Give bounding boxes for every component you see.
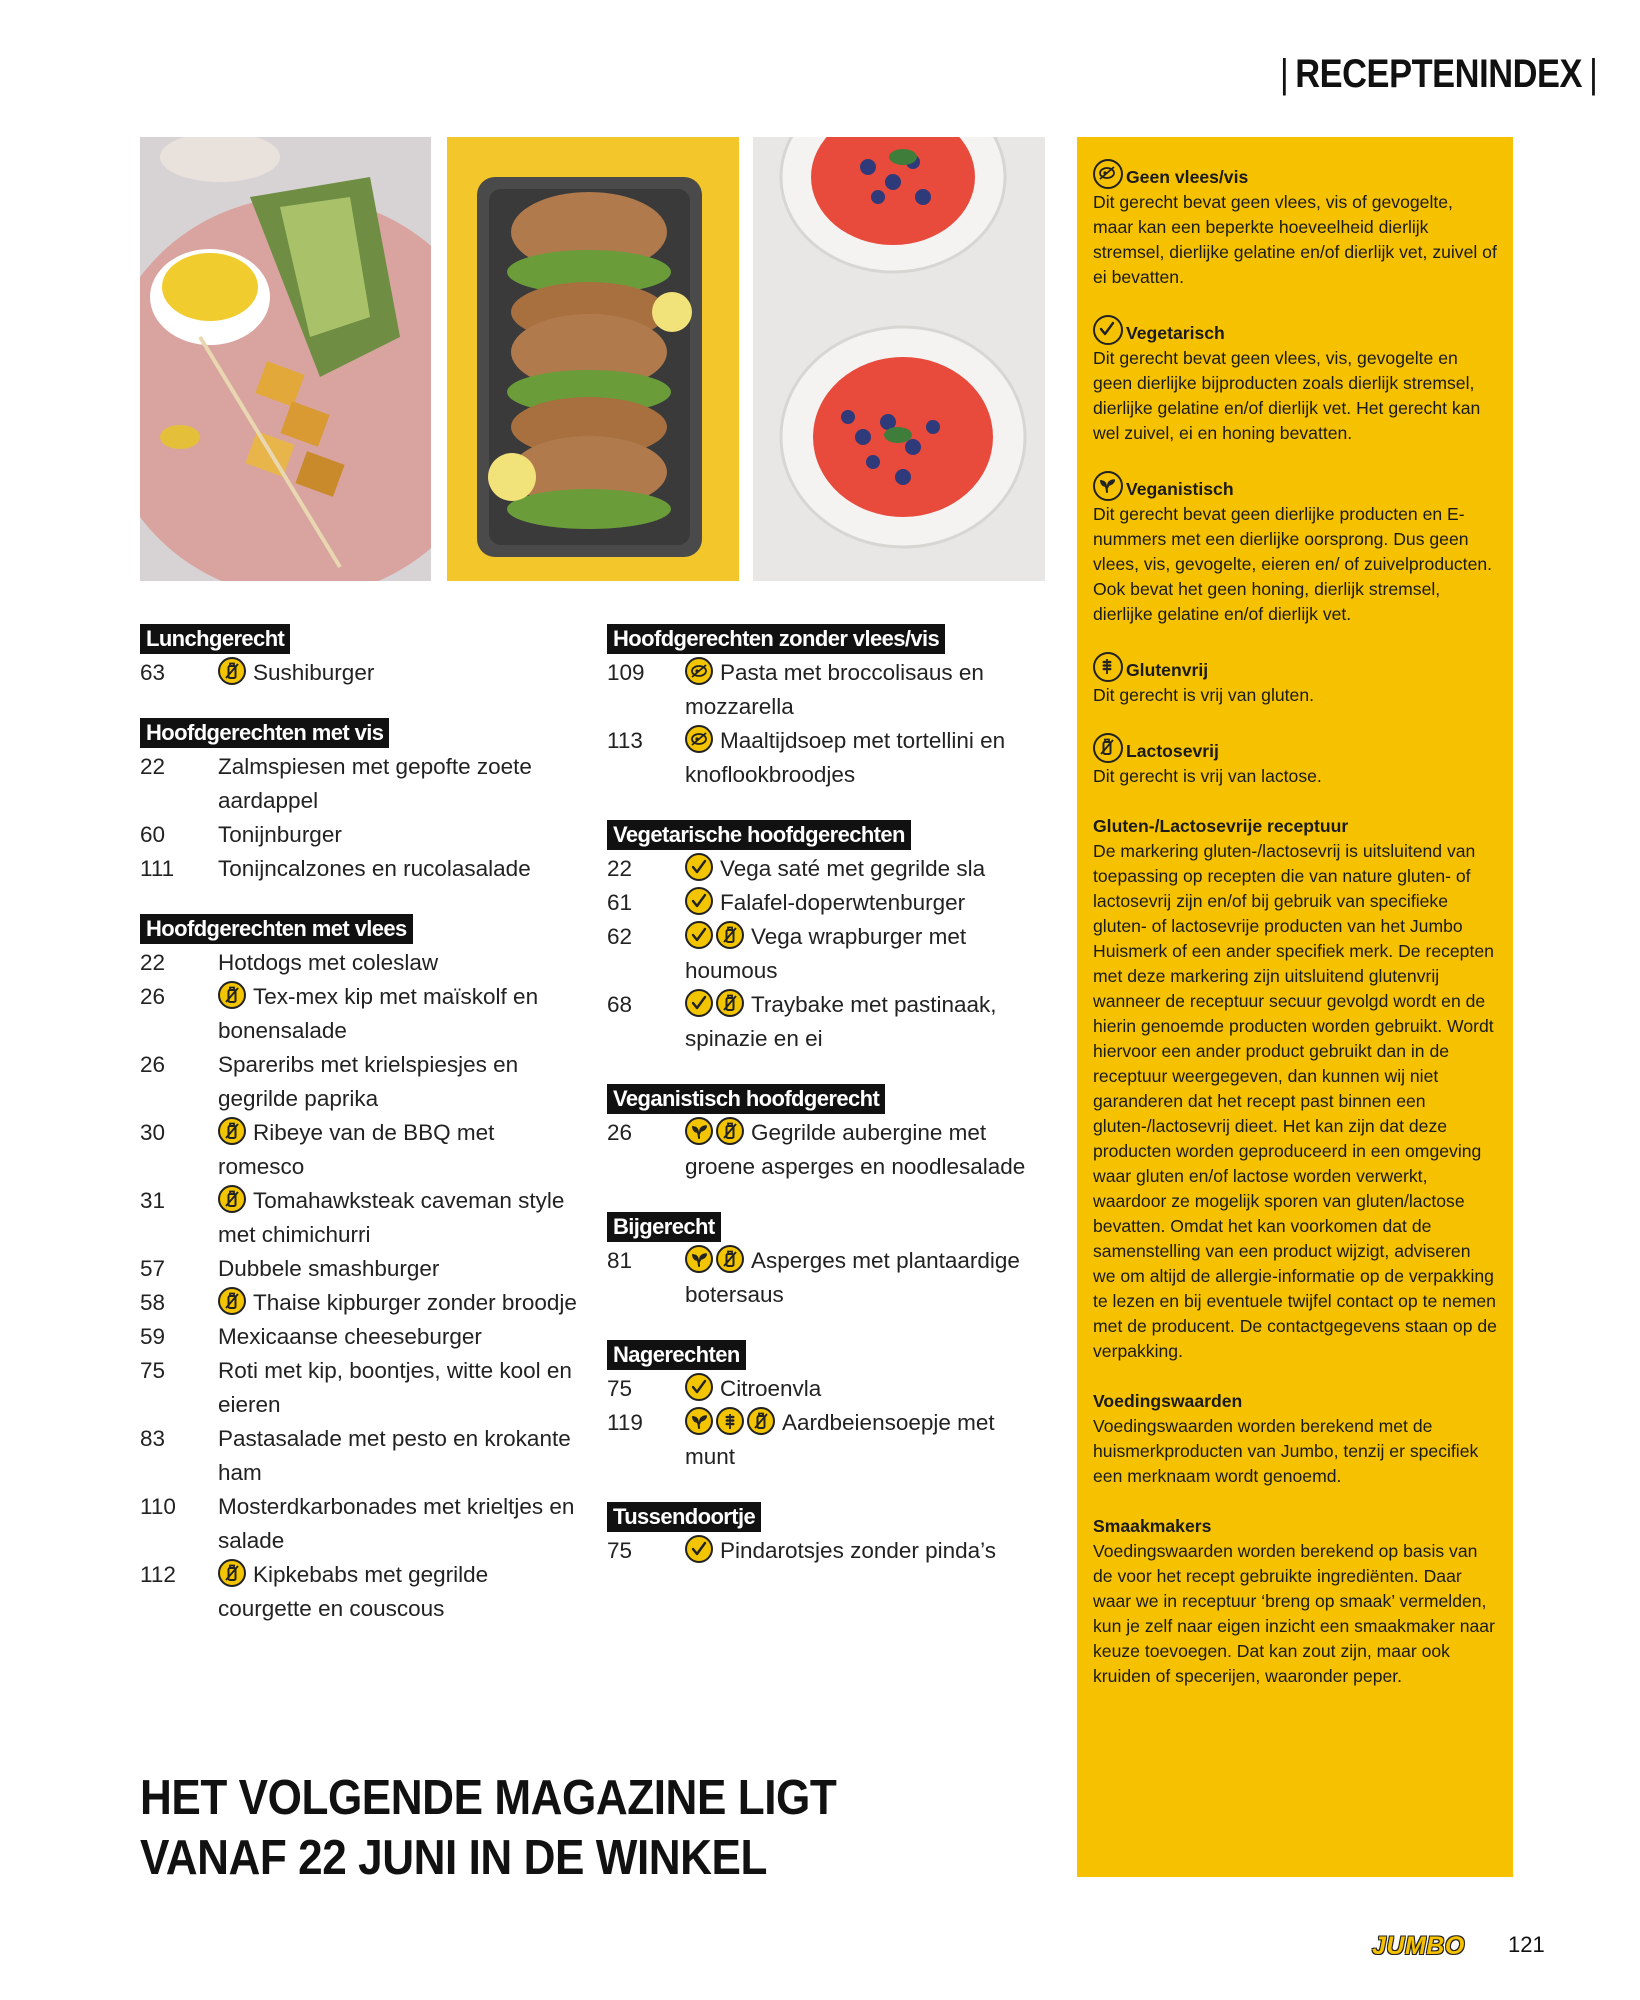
recipe-entry [140,946,580,980]
legend-text: Dit gerecht bevat geen vlees, vis of gevogelte, maar kan een beperkte hoeveelheid dierlijk stremsel, dierlijke gelatine en/of dierlijk vet, zuivel of ei bevatten. [1093,192,1497,287]
recipe-name: Vega saté met gegrilde sla [720,856,986,881]
recipe-title [218,1558,580,1626]
recipe-name: Tex-mex kip met maïskolf en bonensalade [218,984,539,1043]
legend-item [1093,1514,1497,1689]
recipe-name: Tomahawksteak caveman style met chimichurri [218,1188,565,1247]
recipe-name: Mosterdkarbonades met krieltjes en salade [218,1494,575,1553]
recipe-entry [140,1286,580,1320]
recipe-entry [140,1354,580,1422]
page-ref: 109 [607,660,645,685]
legend-text: Dit gerecht bevat geen dierlijke producten en E-nummers met een dierlijke oorsprong. Dus geen vlees, vis, gevogelte, eieren en/ of zuivelproducten. Ook bevat het geen honing, dierlijk stremsel, dierlijke gelatine en/of dierlijk vet. [1093,504,1493,624]
recipe-name: Ribeye van de BBQ met romesco [218,1120,495,1179]
page-ref: 58 [140,1290,166,1315]
recipe-name: Citroenvla [720,1376,822,1401]
page-ref: 22 [140,950,166,975]
section-title: Hoofdgerechten met vis [140,718,389,748]
page-header: | RECEPTENINDEX | [1279,52,1598,96]
legend-title: Gluten-/Lactosevrije receptuur [1093,816,1349,836]
page-ref: 75 [140,1358,166,1383]
page-ref: 22 [607,856,633,881]
lactosevrij-icon [716,1245,744,1273]
legend-text: Dit gerecht is vrij van gluten. [1093,685,1314,705]
page-ref: 75 [607,1376,633,1401]
diet-icons [685,921,747,949]
diet-icons [685,1117,747,1145]
recipe-title [685,920,1047,988]
geen-vlees-icon [685,657,713,685]
legend-title: Glutenvrij [1093,652,1497,683]
legend-title: Veganistisch [1093,471,1497,502]
recipe-entry [140,750,580,818]
recipe-title [218,1116,580,1184]
lactosevrij-icon [1093,733,1123,763]
photo-strawberry-soup [753,137,1045,581]
recipe-name: Mexicaanse cheeseburger [218,1324,482,1349]
recipe-title [218,1048,580,1116]
lactosevrij-icon [218,1287,246,1315]
recipe-title [685,724,1047,792]
recipe-name: Pasta met broccolisaus en mozzarella [685,660,984,719]
recipe-entry [607,724,1047,792]
vegetarisch-icon [685,989,713,1017]
index-section [607,1212,1047,1312]
legend-item [1093,1389,1497,1489]
recipe-entry [607,920,1047,988]
lactosevrij-icon [218,1185,246,1213]
legend-item [1093,159,1497,290]
diet-icons [218,981,249,1009]
recipe-title [685,852,1047,886]
recipe-name: Pastasalade met pesto en krokante ham [218,1426,571,1485]
recipe-title [218,852,580,886]
glutenvrij-icon [1093,652,1123,682]
page-ref: 113 [607,728,643,753]
recipe-title [685,1116,1047,1184]
recipe-entry [607,1372,1047,1406]
legend-box [1077,137,1513,1877]
index-section [607,1084,1047,1184]
legend-text: De markering gluten-/lactosevrij is uitsluitend van toepassing op recepten die van nature gluten- of lactosevrij zijn en/of bij gebruik van specifieke gluten- of lactosevrije producten van het Jumbo Huismerk of een ander specifiek merk. De recepten met deze markering zijn uitsluitend glutenvrij wanneer de receptuur secuur gevolgd wordt en de hierin genoemde producten worden gebruikt. Wordt hiervoor een ander product gebruikt dan in de receptuur weergegeven, dan kunnen wij niet garanderen dat het recept past binnen een gluten-/lactosevrij dieet. Het kan zijn dat deze producten worden geproduceerd in een omgeving waar gluten en/of lactose worden verwerkt, waardoor ze mogelijk sporen van gluten/lactose bevatten. Omdat het kan voorkomen dat de samenstelling van een product wijzigt, adviseren we om altijd de allergie-informatie op de verpakking te lezen en bij eventuele twijfel contact op te nemen met de producent. De contactgegevens staan op de verpakking. [1093,841,1497,1361]
diet-icons [218,1559,249,1587]
diet-icons [218,1185,249,1213]
index-section [140,718,580,886]
page-ref: 111 [140,856,175,881]
recipe-title [218,980,580,1048]
recipe-title [685,1534,1047,1568]
veganistisch-icon [685,1407,713,1435]
page-ref: 83 [140,1426,166,1451]
recipe-entry [140,656,580,690]
diet-icons [218,1117,249,1145]
page-ref: 63 [140,660,166,685]
legend-item [1093,652,1497,708]
recipe-name: Zalmspiesen met gepofte zoete aardappel [218,754,532,813]
recipe-name: Hotdogs met coleslaw [218,950,439,975]
index-column-1 [140,624,580,1654]
recipe-entry [140,1116,580,1184]
diet-icons [218,657,249,685]
geen-vlees-icon [1093,159,1123,189]
recipe-title [218,1252,580,1286]
legend-title: Geen vlees/vis [1093,159,1497,190]
page-ref: 59 [140,1324,166,1349]
recipe-name: Gegrilde aubergine met groene asperges en noodlesalade [685,1120,1026,1179]
diet-icons [685,887,716,915]
index-section [607,624,1047,792]
legend-title: Smaakmakers [1093,1516,1212,1536]
recipe-title [685,988,1047,1056]
section-title: Hoofdgerechten zonder vlees/vis [607,624,945,654]
section-title: Lunchgerecht [140,624,290,654]
next-issue-announcement [140,1768,836,1888]
next-issue-line-2: VANAF 22 JUNI IN DE WINKEL [140,1831,768,1885]
recipe-name: Tonijnburger [218,822,342,847]
recipe-title [218,1320,580,1354]
page-ref: 119 [607,1410,643,1435]
page-ref: 68 [607,992,633,1017]
lactosevrij-icon [716,989,744,1017]
section-title: Vegetarische hoofdgerechten [607,820,911,850]
vegetarisch-icon [685,1535,713,1563]
glutenvrij-icon [716,1407,744,1435]
recipe-entry [140,1558,580,1626]
page-ref: 60 [140,822,166,847]
vegetarisch-icon [685,853,713,881]
index-section [607,1502,1047,1568]
lactosevrij-icon [218,1117,246,1145]
recipe-name: Maaltijdsoep met tortellini en knoflookbroodjes [685,728,1006,787]
diet-icons [685,1373,716,1401]
recipe-title [218,656,580,690]
page-ref: 112 [140,1562,176,1587]
recipe-title [218,1422,580,1490]
diet-icons [685,1535,716,1563]
legend-text: Voedingswaarden worden berekend met de huismerkproducten van Jumbo, tenzij er specifiek een merknaam wordt genoemd. [1093,1416,1479,1486]
legend-text: Dit gerecht is vrij van lactose. [1093,766,1322,786]
legend-text: Dit gerecht bevat geen vlees, vis, gevogelte en geen dierlijke bijproducten zoals dierlijk stremsel, dierlijke gelatine en/of dierlijk vet. Het gerecht kan wel zuivel, ei en honing bevatten. [1093,348,1481,443]
section-title: Veganistisch hoofdgerecht [607,1084,885,1114]
page-ref: 22 [140,754,166,779]
recipe-name: Asperges met plantaardige botersaus [685,1248,1020,1307]
recipe-name: Spareribs met krielspiesjes en gegrilde paprika [218,1052,519,1111]
recipe-entry [607,1406,1047,1474]
recipe-entry [607,656,1047,724]
recipe-title [218,1286,580,1320]
recipe-entry [140,1184,580,1252]
page-ref: 61 [607,890,633,915]
legend-text: Voedingswaarden worden berekend op basis van de voor het recept gebruikte ingrediënten. Daar waar we in receptuur ‘breng op smaak’ vermelden, kun je zelf naar eigen inzicht een smaakmaker naar keuze toevoegen. Dat kan zout zijn, maar ook kruiden of specerijen, waaronder peper. [1093,1541,1495,1686]
recipe-name: Vega wrapburger met houmous [685,924,967,983]
recipe-name: Tonijncalzones en rucolasalade [218,856,531,881]
lactosevrij-icon [218,981,246,1009]
section-title: Tussendoortje [607,1502,761,1532]
recipe-entry [607,988,1047,1056]
diet-icons [685,853,716,881]
recipe-name: Traybake met pastinaak, spinazie en ei [685,992,997,1051]
legend-item [1093,471,1497,627]
recipe-name: Aardbeiensoepje met munt [685,1410,995,1469]
recipe-entry [140,1320,580,1354]
veganistisch-icon [1093,471,1123,501]
lactosevrij-icon [716,1117,744,1145]
legend-title: Lactosevrij [1093,733,1497,764]
vegetarisch-icon [685,887,713,915]
recipe-entry [607,1534,1047,1568]
recipe-title [218,946,580,980]
legend-item [1093,315,1497,446]
lactosevrij-icon [218,657,246,685]
page-ref: 110 [140,1494,176,1519]
recipe-name: Falafel-doperwtenburger [720,890,966,915]
page-ref: 75 [607,1538,633,1563]
recipe-name: Thaise kipburger zonder broodje [253,1290,577,1315]
vegetarisch-icon [685,921,713,949]
diet-icons [685,1245,747,1273]
page-ref: 81 [607,1248,633,1273]
legend-title: Vegetarisch [1093,315,1497,346]
recipe-entry [140,818,580,852]
recipe-name: Pindarotsjes zonder pinda’s [720,1538,997,1563]
photo-grilled-lunch [140,137,431,581]
recipe-title [218,1184,580,1252]
recipe-name: Dubbele smashburger [218,1256,440,1281]
recipe-name: Roti met kip, boontjes, witte kool en eieren [218,1358,572,1417]
page-ref: 62 [607,924,633,949]
next-issue-line-1: HET VOLGENDE MAGAZINE LIGT [140,1771,837,1825]
recipe-title [685,1406,1047,1474]
veganistisch-icon [685,1117,713,1145]
photo-fish-burgers [447,137,739,581]
section-title: Hoofdgerechten met vlees [140,914,413,944]
vegetarisch-icon [685,1373,713,1401]
recipe-title [685,1372,1047,1406]
page-number: 121 [1508,1932,1545,1957]
recipe-entry [140,1252,580,1286]
legend-item [1093,733,1497,789]
diet-icons [685,657,716,685]
diet-icons [685,989,747,1017]
recipe-title [218,1490,580,1558]
diet-icons [218,1287,249,1315]
recipe-entry [607,1244,1047,1312]
page-ref: 26 [140,984,166,1009]
lactosevrij-icon [218,1559,246,1587]
geen-vlees-icon [685,725,713,753]
legend-item [1093,814,1497,1364]
recipe-entry [140,980,580,1048]
index-section [607,1340,1047,1474]
page-ref: 57 [140,1256,166,1281]
recipe-name: Kipkebabs met gegrilde courgette en couscous [218,1562,489,1621]
recipe-title [685,656,1047,724]
page-ref: 26 [607,1120,633,1145]
recipe-entry [140,852,580,886]
recipe-entry [140,1422,580,1490]
index-section [140,624,580,690]
page-title: RECEPTENINDEX [1294,52,1582,96]
recipe-name: Sushiburger [253,660,375,685]
index-column-2 [607,624,1047,1596]
page-ref: 26 [140,1052,166,1077]
lactosevrij-icon [716,921,744,949]
page-ref: 30 [140,1120,166,1145]
legend-title: Voedingswaarden [1093,1391,1243,1411]
diet-icons [685,1407,778,1435]
diet-icons [685,725,716,753]
index-section [607,820,1047,1056]
recipe-entry [607,1116,1047,1184]
recipe-entry [607,852,1047,886]
lactosevrij-icon [747,1407,775,1435]
recipe-title [685,886,1047,920]
recipe-title [218,818,580,852]
index-section [140,914,580,1626]
recipe-title [218,750,580,818]
jumbo-logo: JUMBO [1372,1932,1465,1960]
recipe-title [218,1354,580,1422]
veganistisch-icon [685,1245,713,1273]
page-ref: 31 [140,1188,166,1213]
section-title: Bijgerecht [607,1212,721,1242]
vegetarisch-icon [1093,315,1123,345]
recipe-entry [140,1048,580,1116]
recipe-entry [607,886,1047,920]
section-title: Nagerechten [607,1340,746,1370]
recipe-title [685,1244,1047,1312]
recipe-entry [140,1490,580,1558]
